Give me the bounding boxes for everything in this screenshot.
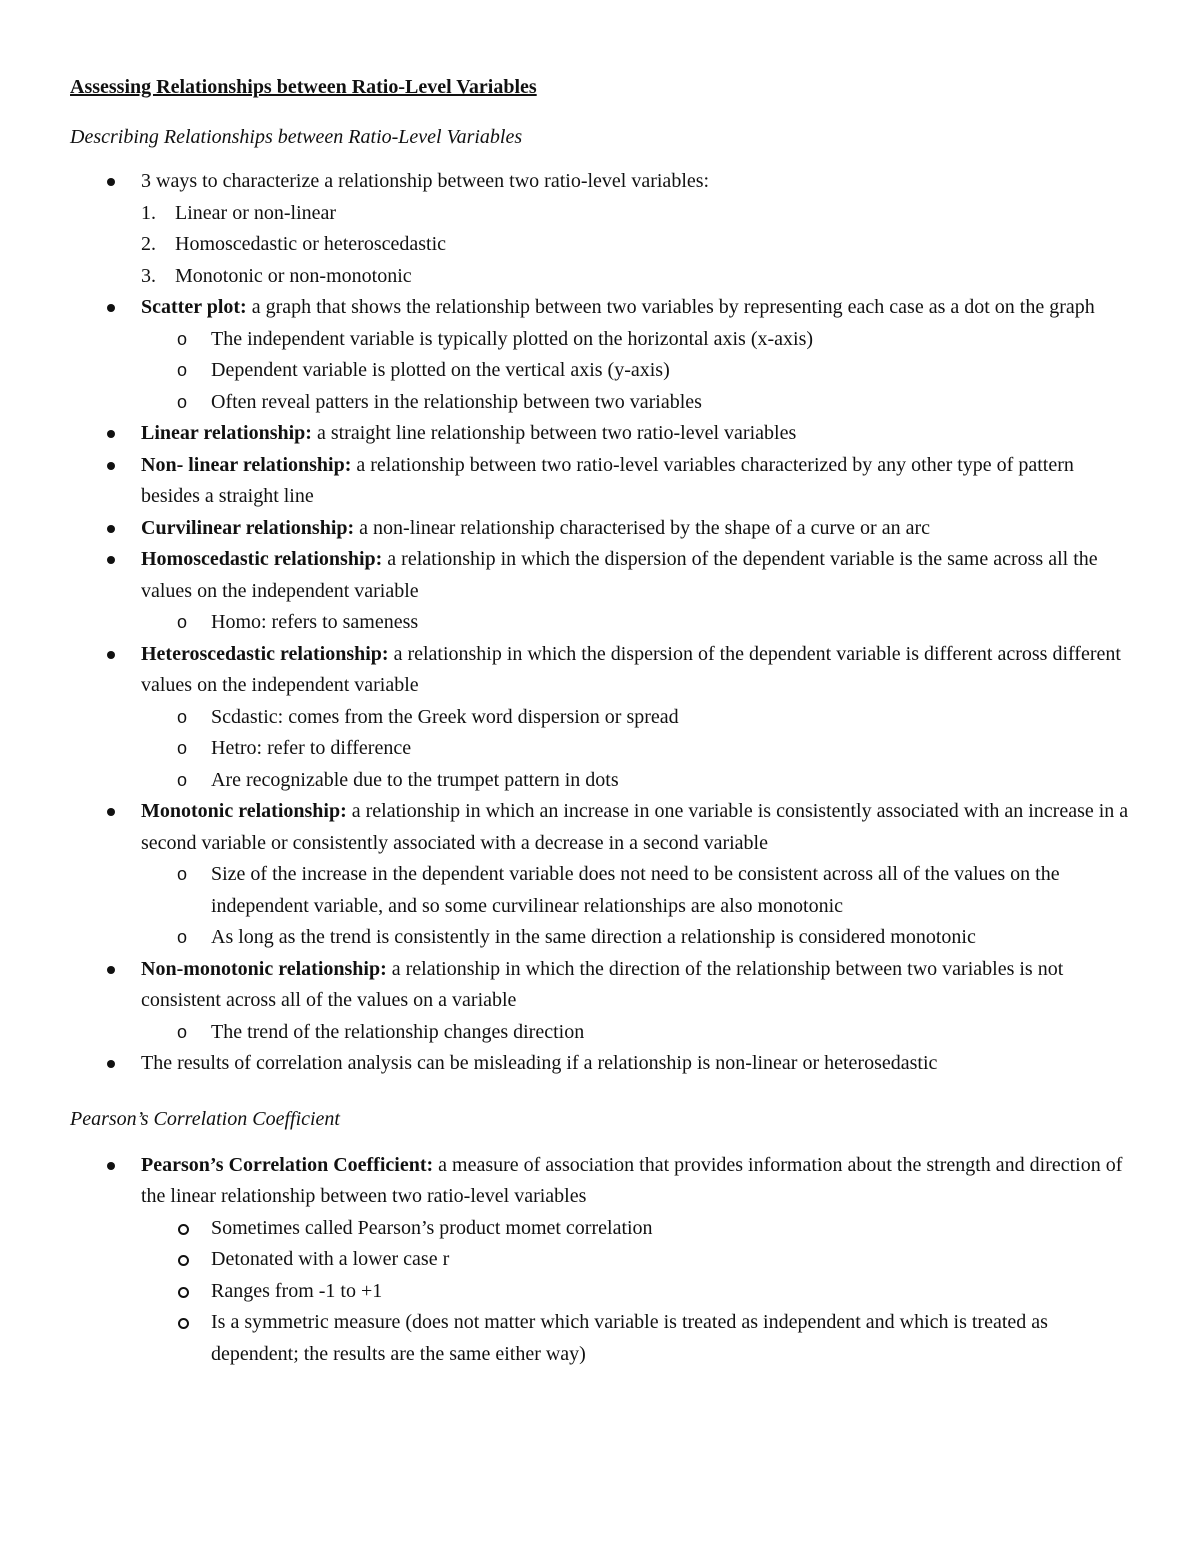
- term-label: Monotonic relationship:: [141, 800, 347, 822]
- section-pearson-list: [70, 1150, 1130, 1371]
- sub-bullet-item: o Often reveal patters in the relationship between two variables: [141, 387, 1130, 419]
- sub-bullet-item: o Dependent variable is plotted on the vertical axis (y-axis): [141, 355, 1130, 387]
- item-number: 1.: [141, 201, 156, 224]
- sub-bullet-list: [141, 1213, 1130, 1371]
- section-heading-pearson: Pearson’s Correlation Coefficient: [70, 1107, 340, 1130]
- sub-bullet-list: [141, 324, 1130, 419]
- numbered-item-text: Linear or non-linear: [175, 201, 337, 224]
- bullet-text: 3 ways to characterize a relationship between two ratio-level variables:: [141, 170, 710, 192]
- bullet-item: [70, 796, 1130, 954]
- numbered-item: [70, 229, 1130, 261]
- numbered-list: [141, 198, 1130, 293]
- sub-bullet-item: Sometimes called Pearson’s product momet correlation: [141, 1213, 1130, 1245]
- term-label: Non-monotonic relationship:: [141, 957, 387, 980]
- sub-bullet-item: o Hetro: refer to difference: [141, 733, 1130, 765]
- bullet-item: [70, 418, 1130, 450]
- bullet-item: [70, 450, 1130, 513]
- bullet-text: a relationship in which the direction of the relationship between two variables is not consistent across all of the values on a variable: [141, 957, 1064, 1011]
- term-label: Curvilinear relationship:: [141, 516, 355, 539]
- bullet-text: a straight line relationship between two ratio-level variables: [311, 422, 797, 444]
- numbered-item-text: Monotonic or non-monotonic: [175, 264, 412, 287]
- document-body: [70, 72, 1130, 1370]
- bullet-text: a relationship in which an increase in one variable is consistently associated with an increase in a second variable or consistently associated with a decrease in a second variable: [141, 800, 1129, 854]
- sub-bullet-list: [141, 1017, 1130, 1049]
- term-label: Scatter plot:: [141, 296, 247, 318]
- bullet-item: [70, 639, 1130, 797]
- sub-bullet-list: [141, 702, 1130, 797]
- numbered-item: [70, 198, 1130, 230]
- term-label: Heteroscedastic relationship:: [141, 642, 389, 665]
- bullet-item: [70, 513, 1130, 545]
- numbered-item: [70, 261, 1130, 293]
- bullet-item: [70, 1150, 1130, 1371]
- item-number: 2.: [141, 233, 156, 255]
- sub-bullet-item: o Scdastic: comes from the Greek word dispersion or spread: [141, 702, 1130, 734]
- bullet-text: The results of correlation analysis can be misleading if a relationship is non-linear or heterosedastic: [141, 1052, 938, 1074]
- sub-bullet-item: Is a symmetric measure (does not matter which variable is treated as independent and which is treated as dependent; the results are the same either way): [141, 1307, 1130, 1370]
- section-describing-list: [70, 166, 1130, 1080]
- sub-bullet-item: o Are recognizable due to the trumpet pattern in dots: [141, 765, 1130, 797]
- term-label: Linear relationship:: [141, 422, 312, 444]
- bullet-item: [70, 1048, 1130, 1080]
- sub-bullet-item: o The independent variable is typically plotted on the horizontal axis (x-axis): [141, 324, 1130, 356]
- term-label: Non- linear relationship:: [141, 453, 352, 476]
- sub-bullet-item: Detonated with a lower case r: [141, 1244, 1130, 1276]
- numbered-item-text: Homoscedastic or heteroscedastic: [175, 233, 447, 255]
- document-title: Assessing Relationships between Ratio-Level Variables: [70, 76, 537, 98]
- term-label: Homoscedastic relationship:: [141, 548, 383, 570]
- sub-bullet-item: o As long as the trend is consistently in the same direction a relationship is considered monotonic: [141, 922, 1130, 954]
- bullet-item: [70, 954, 1130, 1049]
- sub-bullet-item: o Size of the increase in the dependent variable does not need to be consistent across all of the values on the independent variable, and so some curvilinear relationships are also monotonic: [141, 859, 1130, 922]
- bullet-item: [70, 292, 1130, 418]
- bullet-text: a relationship between two ratio-level variables characterized by any other type of pattern besides a straight line: [141, 453, 1074, 507]
- sub-bullet-item: o The trend of the relationship changes direction: [141, 1017, 1130, 1049]
- bullet-text: a graph that shows the relationship between two variables by representing each case as a dot on the graph: [246, 296, 1095, 318]
- section-heading-describing: Describing Relationships between Ratio-Level Variables: [70, 126, 523, 148]
- sub-bullet-item: Ranges from -1 to +1: [141, 1276, 1130, 1308]
- term-label: Pearson’s Correlation Coefficient:: [141, 1153, 434, 1176]
- sub-bullet-item: o Homo: refers to sameness: [141, 607, 1130, 639]
- bullet-text: a relationship in which the dispersion of the dependent variable is the same across all the values on the independent variable: [141, 548, 1098, 602]
- item-number: 3.: [141, 264, 156, 287]
- bullet-text: a measure of association that provides information about the strength and direction of the linear relationship between two ratio-level variables: [141, 1153, 1123, 1207]
- sub-bullet-list: [141, 859, 1130, 954]
- bullet-item: [70, 166, 1130, 292]
- bullet-text: a non-linear relationship characterised by the shape of a curve or an arc: [354, 516, 931, 539]
- bullet-text: a relationship in which the dispersion of the dependent variable is different across different values on the independent variable: [141, 642, 1121, 696]
- bullet-item: [70, 544, 1130, 639]
- sub-bullet-list: [141, 607, 1130, 639]
